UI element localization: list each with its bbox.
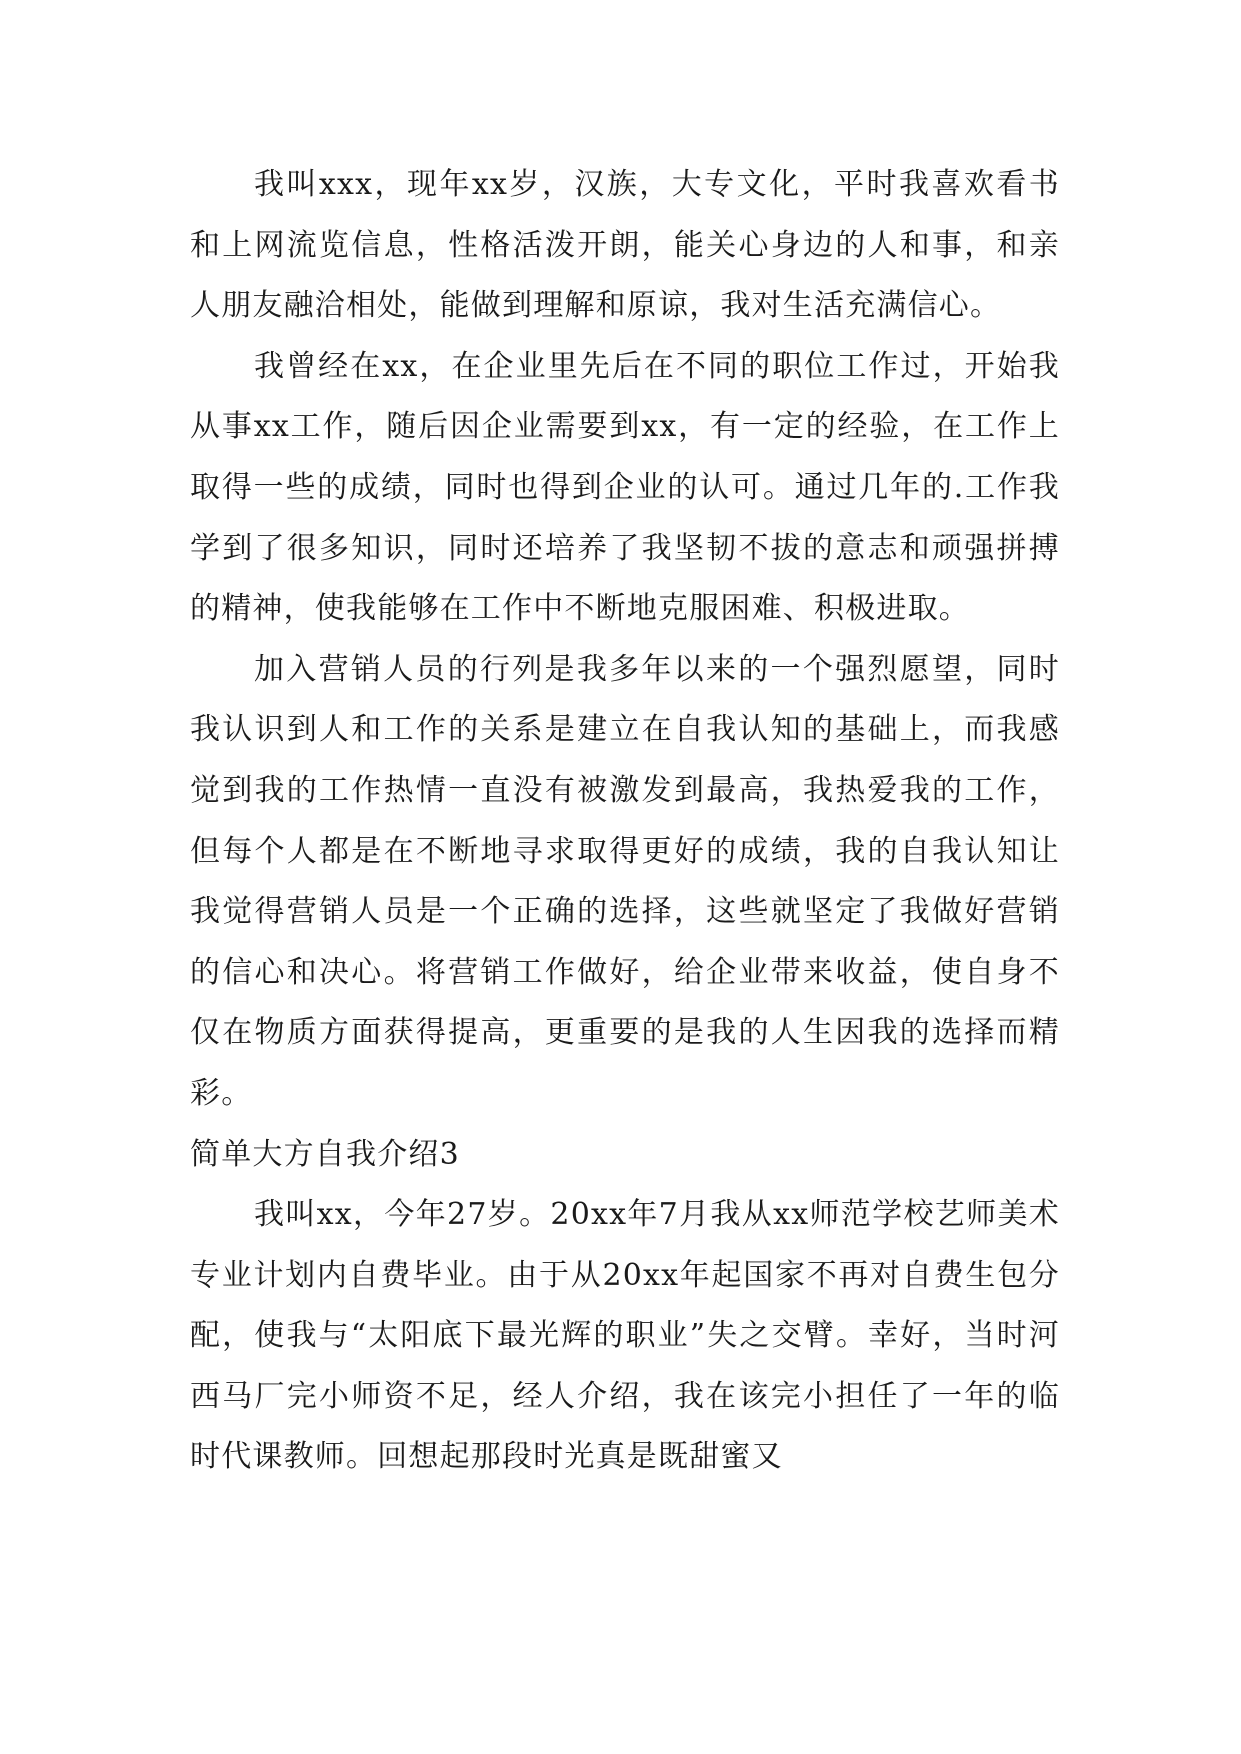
paragraph-work-experience: 我曾经在xx，在企业里先后在不同的职位工作过，开始我从事xx工作，随后因企业需要到xx，有一定的经验，在工作上取得一些的成绩，同时也得到企业的认可。通过几年的.工作我学到了很多知识，同时还培养了我坚韧不拔的意志和顽强拼搏的精神，使我能够在工作中不断地克服困难、积极进取。: [190, 348, 1060, 627]
paragraph-sales-aspiration: 加入营销人员的行列是我多年以来的一个强烈愿望，同时我认识到人和工作的关系是建立在自我认知的基础上，而我感觉到我的工作热情一直没有被激发到最高，我热爱我的工作，但每个人都是在不断地寻求取得更好的成绩，我的自我认知让我觉得营销人员是一个正确的选择，这些就坚定了我做好营销的信心和决心。将营销工作做好，给企业带来收益，使自身不仅在物质方面获得提高，更重要的是我的人生因我的选择而精彩。: [190, 651, 1060, 1111]
paragraph-self-intro-3: 我叫xx，今年27岁。20xx年7月我从xx师范学校艺师美术专业计划内自费毕业。由于从20xx年起国家不再对自费生包分配，使我与“太阳底下最光辉的职业”失之交臂。幸好，当时河西马厂完小师资不足，经人介绍，我在该完小担任了一年的临时代课教师。回想起那段时光真是既甜蜜又: [190, 1197, 1060, 1475]
section-heading: 简单大方自我介绍3: [190, 1136, 460, 1172]
document-body: [190, 155, 1060, 1488]
paragraph-personal-intro: 我叫xxx，现年xx岁，汉族，大专文化，平时我喜欢看书和上网流览信息，性格活泼开朗，能关心身边的人和事，和亲人朋友融洽相处，能做到理解和原谅，我对生活充满信心。: [190, 167, 1060, 324]
